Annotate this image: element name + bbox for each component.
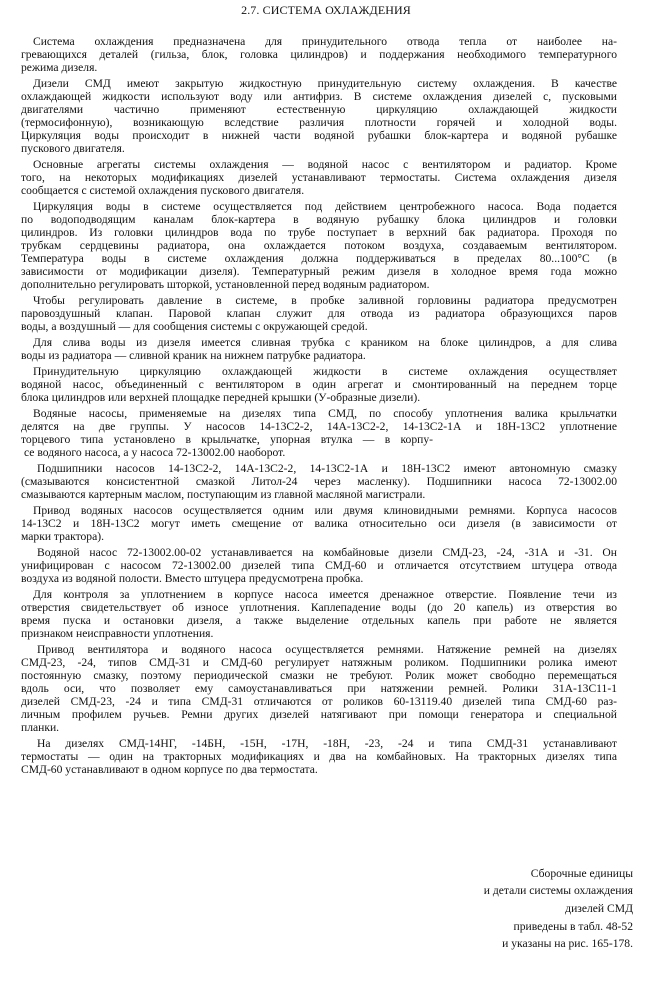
body-line: признаком неисправности уплотнения. [21, 627, 214, 640]
caption-line: Сборочные единицы [530, 867, 633, 880]
body-line: Циркуляция воды в системе осуществляется под действием центробежного насоса. Вода подается [33, 200, 617, 213]
body-line: Для слива воды из дизеля имеется сливная трубка с краником на блоке цилиндров, а для слива [33, 336, 617, 349]
section-title: 2.7. СИСТЕМА ОХЛАЖДЕНИЯ [241, 3, 411, 17]
body-line: паровоздушный клапан. Паровой клапан служит для отвода из радиатора образующихся паров [21, 307, 617, 320]
body-line: время пуска и остановки дизеля, а также выделение отдельных капель при работе не является [21, 614, 617, 627]
body-line: На дизелях СМД-14НГ, -14БН, -15Н, -17Н, -18Н, -23, -24 и типа СМД-31 устанавливают [37, 737, 617, 750]
body-line: воды, а воздушный — для сообщения системы с окружающей средой. [21, 320, 368, 333]
body-line: гревающихся деталей (гильза, блок, головка цилиндров) и поддержания необходимого температурного [21, 48, 617, 61]
body-line: Привод водяных насосов осуществляется одним или двумя клиновидными ремнями. Корпуса насосов [33, 504, 617, 517]
body-line: Температура воды в системе охлаждения должна поддерживаться в пределах 80...100°С (в [21, 252, 617, 265]
body-line: сообщается с системой охлаждения пускового двигателя. [21, 184, 305, 197]
body-line: смазываются картерным маслом, поступающим из главной масляной магистрали. [21, 488, 426, 501]
body-line: (смазываются консистентной смазкой Литол-24 через масленку). Подшипники насоса 72-13002.00 [21, 475, 617, 488]
body-line: постоянную смазку, поэтому периодической смазки не требуют. Ролик может свободно перемещаться [21, 669, 617, 682]
body-line: СМД-23, -24, типов СМД-31 и СМД-60 регулирует натяжным роликом. Подшипники ролика имеют [21, 656, 617, 669]
body-line: Чтобы регулировать давление в системе, в пробке заливной горловины радиатора предусмотрен [33, 294, 617, 307]
body-line: делятся на две группы. У насосов 14-13С2-2, 14А-13С2-2, 14-13С2-1А и 18Н-13С2 уплотнение [21, 420, 617, 433]
body-line: личным профилем ручьев. Ремни других дизелей натягивают при помощи генератора и специальной [21, 708, 617, 721]
body-line: дополнительно регулировать шторкой, установленной перед водяным радиатором. [21, 278, 430, 291]
body-line: отверстия свидетельствует об износе уплотнения. Каплепадение воды (до 20 капель) из отверстия во [21, 601, 617, 614]
body-line: СМД-60 устанавливают в одном корпусе по два термостата. [21, 763, 318, 776]
body-line: Водяные насосы, применяемые на дизелях типа СМД, по способу уплотнения валика крыльчатки [33, 407, 617, 420]
body-line: водяной насос, объединенный с вентилятором в один агрегат и смонтированный на переднем торце [21, 378, 617, 391]
body-line: Дизели СМД имеют закрытую жидкостную принудительную систему охлаждения. В качестве [33, 77, 617, 90]
caption-line: и детали системы охлаждения [483, 884, 633, 897]
body-line: Подшипники насосов 14-13С2-2, 14А-13С2-2, 14-13С2-1А и 18Н-13С2 имеют автономную смазку [37, 462, 617, 475]
body-line: Для контроля за уплотнением в корпусе насоса имеется дренажное отверстие. Появление течи из [33, 588, 617, 601]
body-line: воздуха из водяной полости. Вместо штуцера предусмотрена пробка. [21, 572, 364, 585]
body-line: зависимости от модификации дизеля). Температурный режим дизеля в холодное время года можно [21, 265, 617, 278]
body-line: Водяной насос 72-13002.00-02 устанавливается на комбайновые дизели СМД-23, -24, -31А и -31. Он [37, 546, 617, 559]
body-line: режима дизеля. [21, 61, 98, 74]
caption-line: дизелей СМД [565, 902, 633, 915]
body-line: воды из радиатора — сливной краник на нижнем патрубке радиатора. [21, 349, 366, 362]
body-line: 14-13С2 и 18Н-13С2 могут иметь смещение от валика относительно оси дизеля (в зависимости от [21, 517, 617, 530]
caption-line: приведены в табл. 48-52 [513, 920, 633, 933]
body-line: се водяного насоса, а у насоса 72-13002.00 наоборот. [24, 446, 286, 459]
body-line: торцевого типа установлено в крыльчатке, упорная втулка — в корпу- [21, 433, 433, 446]
body-line: двигателями частично применяют естественную циркуляцию охлаждающей жидкости [21, 103, 617, 116]
body-line: по водоподводящим каналам блок-картера в водяную рубашку блока цилиндров и головки [21, 213, 617, 226]
body-line: унифицирован с насосом 72-13002.00 дизелей типа СМД-60 и отличается отсутствием штуцера отвода [21, 559, 617, 572]
caption-line: и указаны на рис. 165-178. [502, 937, 633, 950]
body-line: Основные агрегаты системы охлаждения — водяной насос с вентилятором и радиатор. Кроме [33, 158, 617, 171]
body-line: того, на некоторых модификациях дизелей устанавливают термостаты. Система охлаждения дизеля [21, 171, 617, 184]
body-line: охлаждающей жидкости используют воду или антифриз. В системе охлаждения дизелей с, пусковыми [21, 90, 617, 103]
body-line: Система охлаждения предназначена для принудительного отвода тепла от наиболее на- [33, 35, 617, 48]
body-line: Циркуляция воды происходит в нижней части водяной рубашки блок-картера и водяной рубашке [21, 129, 617, 142]
body-line: вдоль оси, что позволяет ему самоустанавливаться при натяжении ремней. Ролики 31А-13С11-1 [21, 682, 617, 695]
body-line: (термосифонную), возникающую вследствие различия плотности горячей и холодной воды. [21, 116, 617, 129]
body-line: термостаты — один на тракторных модификациях и два на комбайновых. На тракторных дизелях типа [21, 750, 617, 763]
body-line: Привод вентилятора и водяного насоса осуществляется ремнями. Натяжение ремней на дизелях [37, 643, 617, 656]
body-line: планки. [21, 721, 60, 734]
body-line: цилиндров. Из головки цилиндров вода по трубе поступает в верхний бак радиатора. Проходя по [21, 226, 617, 239]
body-line: блока цилиндров или верхней площадке передней крышки (У-образные дизели). [21, 391, 421, 404]
body-line: марки трактора). [21, 530, 104, 543]
body-line: Принудительную циркуляцию охлаждающей жидкости в системе охлаждения осуществляет [33, 365, 617, 378]
body-line: пускового двигателя. [21, 142, 125, 155]
body-line: трубкам сердцевины радиатора, она охлаждается потоком воздуха, создаваемым вентилятором. [21, 239, 617, 252]
body-line: дизелей СМД-23, -24 и типа СМД-31 отличаются от роликов 60-13119.40 дизелей типа СМД-60 раз- [21, 695, 617, 708]
